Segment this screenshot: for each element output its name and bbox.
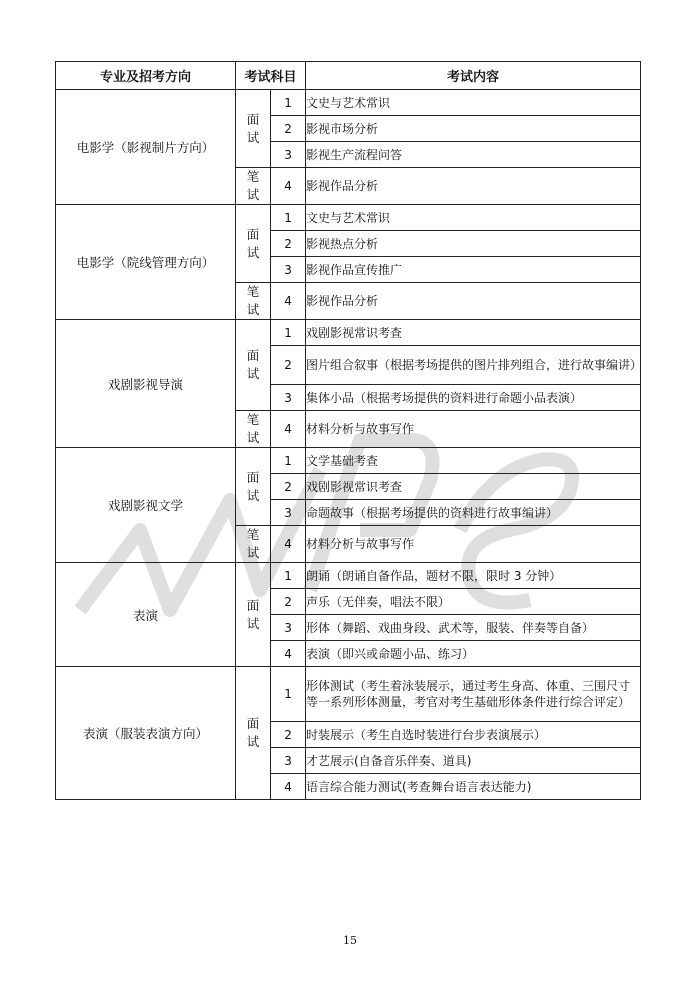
item-number: 3 <box>271 257 306 283</box>
item-content: 形体（舞蹈、戏曲身段、武术等，服装、伴奏等自备） <box>306 615 641 641</box>
header-content: 考试内容 <box>306 62 641 90</box>
item-number: 1 <box>271 320 306 346</box>
subject-cell: 笔 试 <box>236 168 271 205</box>
item-number: 4 <box>271 283 306 320</box>
exam-table <box>55 61 641 800</box>
major-cell: 表演 <box>56 563 236 667</box>
subject-cell: 面 试 <box>236 90 271 168</box>
subject-cell: 笔 试 <box>236 526 271 563</box>
item-number: 1 <box>271 667 306 722</box>
page-number: 15 <box>343 934 357 947</box>
subject-cell: 面 试 <box>236 667 271 800</box>
header-row <box>56 62 641 90</box>
item-content: 表演（即兴或命题小品、练习） <box>306 641 641 667</box>
item-number: 3 <box>271 142 306 168</box>
item-number: 4 <box>271 774 306 800</box>
item-number: 2 <box>271 346 306 385</box>
item-number: 3 <box>271 748 306 774</box>
item-content: 时装展示（考生自选时装进行台步表演展示） <box>306 722 641 748</box>
item-content: 集体小品（根据考场提供的资料进行命题小品表演） <box>306 385 641 411</box>
major-cell: 电影学（影视制片方向） <box>56 90 236 205</box>
table-row <box>56 320 641 346</box>
item-content: 朗诵（朗诵自备作品，题材不限，限时 3 分钟） <box>306 563 641 589</box>
item-content: 材料分析与故事写作 <box>306 526 641 563</box>
subject-cell: 笔 试 <box>236 283 271 320</box>
item-number: 2 <box>271 722 306 748</box>
item-number: 3 <box>271 500 306 526</box>
table-row <box>56 90 641 116</box>
major-cell: 戏剧影视导演 <box>56 320 236 448</box>
item-number: 2 <box>271 589 306 615</box>
item-content: 文史与艺术常识 <box>306 90 641 116</box>
item-number: 3 <box>271 615 306 641</box>
item-content: 文学基础考查 <box>306 448 641 474</box>
major-cell: 电影学（院线管理方向） <box>56 205 236 320</box>
item-number: 4 <box>271 168 306 205</box>
item-number: 4 <box>271 641 306 667</box>
item-content: 影视生产流程问答 <box>306 142 641 168</box>
header-subject: 考试科目 <box>236 62 306 90</box>
subject-cell: 面 试 <box>236 563 271 667</box>
item-content: 文史与艺术常识 <box>306 205 641 231</box>
table-row <box>56 667 641 722</box>
item-content: 语言综合能力测试(考查舞台语言表达能力) <box>306 774 641 800</box>
table-row <box>56 448 641 474</box>
item-content: 图片组合叙事（根据考场提供的图片排列组合，进行故事编讲） <box>306 346 641 385</box>
item-content: 影视作品分析 <box>306 168 641 205</box>
table-row <box>56 563 641 589</box>
major-cell: 表演（服装表演方向） <box>56 667 236 800</box>
item-number: 4 <box>271 526 306 563</box>
item-number: 1 <box>271 563 306 589</box>
item-number: 4 <box>271 411 306 448</box>
subject-cell: 面 试 <box>236 320 271 411</box>
item-content: 影视热点分析 <box>306 231 641 257</box>
header-major: 专业及招考方向 <box>56 62 236 90</box>
item-content: 才艺展示(自备音乐伴奏、道具) <box>306 748 641 774</box>
item-number: 1 <box>271 205 306 231</box>
table-row <box>56 205 641 231</box>
item-content: 声乐（无伴奏，唱法不限） <box>306 589 641 615</box>
subject-cell: 面 试 <box>236 205 271 283</box>
item-content: 影视作品宣传推广 <box>306 257 641 283</box>
subject-cell: 面 试 <box>236 448 271 526</box>
item-content: 戏剧影视常识考查 <box>306 320 641 346</box>
item-number: 2 <box>271 474 306 500</box>
item-content: 材料分析与故事写作 <box>306 411 641 448</box>
item-number: 1 <box>271 448 306 474</box>
major-cell: 戏剧影视文学 <box>56 448 236 563</box>
item-number: 3 <box>271 385 306 411</box>
item-number: 2 <box>271 116 306 142</box>
item-content: 影视市场分析 <box>306 116 641 142</box>
item-content: 命题故事（根据考场提供的资料进行故事编讲） <box>306 500 641 526</box>
item-content: 影视作品分析 <box>306 283 641 320</box>
item-content: 形体测试（考生着泳装展示，通过考生身高、体重、三围尺寸等一系列形体测量，考官对考生基础形体条件进行综合评定） <box>306 667 641 722</box>
item-content: 戏剧影视常识考查 <box>306 474 641 500</box>
item-number: 2 <box>271 231 306 257</box>
subject-cell: 笔 试 <box>236 411 271 448</box>
item-number: 1 <box>271 90 306 116</box>
